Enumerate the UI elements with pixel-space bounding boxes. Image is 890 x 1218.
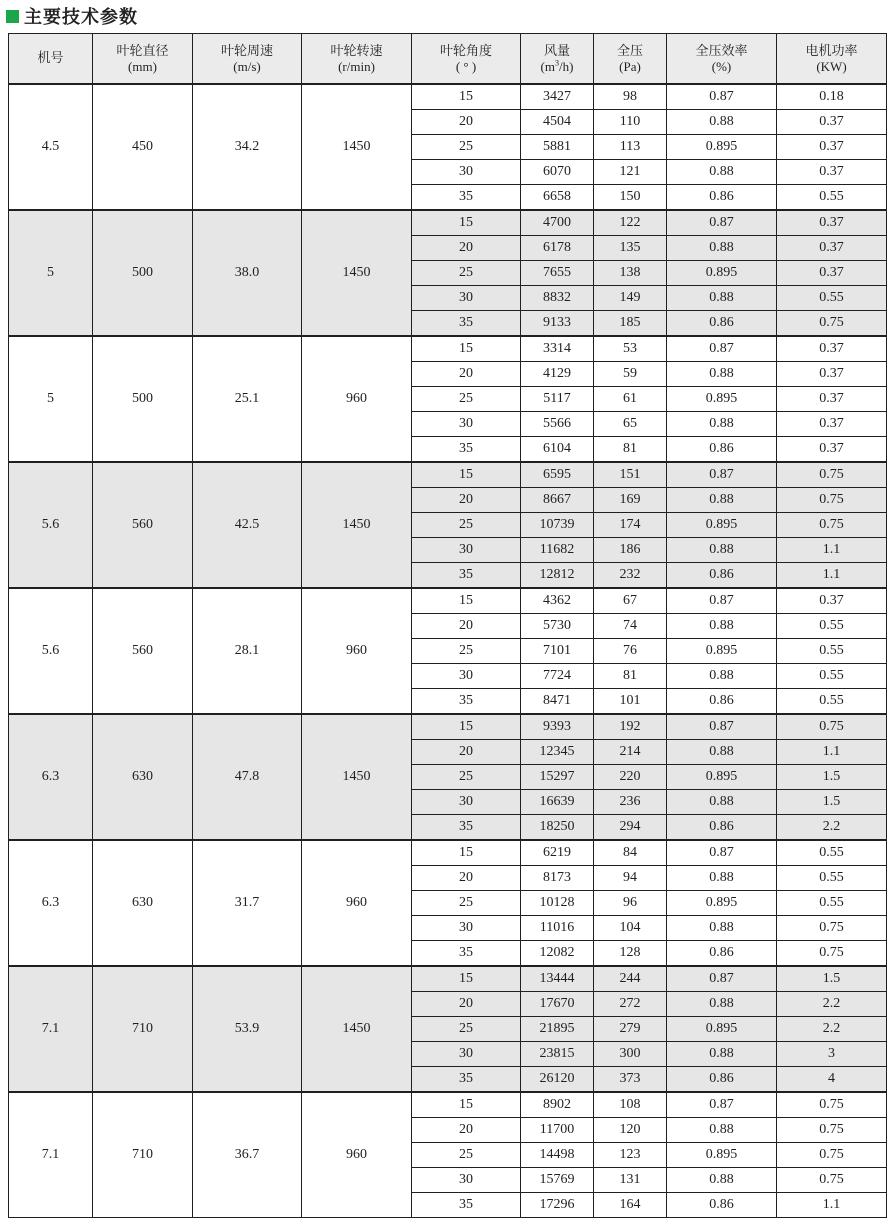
motor-power-cell: 0.75 [777,311,887,337]
total-pressure-cell: 220 [594,765,667,790]
blade-angle-cell: 30 [412,412,521,437]
motor-power-cell: 0.37 [777,387,887,412]
motor-power-cell: 2.2 [777,815,887,841]
header-tip-speed: 叶轮周速 (m/s) [193,34,302,85]
motor-power-cell: 0.75 [777,714,887,740]
table-row [9,588,887,614]
air-flow-cell: 4700 [521,210,594,236]
air-flow-cell: 12812 [521,563,594,589]
motor-power-cell: 0.75 [777,1092,887,1118]
efficiency-cell: 0.86 [667,563,777,589]
blade-angle-cell: 35 [412,941,521,967]
blade-angle-cell: 30 [412,286,521,311]
motor-power-cell: 0.75 [777,1168,887,1193]
efficiency-cell: 0.88 [667,790,777,815]
air-flow-cell: 11700 [521,1118,594,1143]
impeller-diameter-cell: 630 [93,840,193,966]
motor-power-cell: 1.5 [777,790,887,815]
total-pressure-cell: 110 [594,110,667,135]
motor-power-cell: 0.37 [777,110,887,135]
blade-angle-cell: 25 [412,513,521,538]
air-flow-cell: 6178 [521,236,594,261]
total-pressure-cell: 272 [594,992,667,1017]
blade-angle-cell: 25 [412,639,521,664]
air-flow-cell: 8173 [521,866,594,891]
air-flow-cell: 13444 [521,966,594,992]
efficiency-cell: 0.88 [667,412,777,437]
total-pressure-cell: 104 [594,916,667,941]
blade-angle-cell: 20 [412,866,521,891]
total-pressure-cell: 138 [594,261,667,286]
header-rotation-speed: 叶轮转速 (r/min) [302,34,412,85]
table-row [9,462,887,488]
motor-power-cell: 2.2 [777,992,887,1017]
efficiency-cell: 0.88 [667,614,777,639]
air-flow-cell: 8902 [521,1092,594,1118]
motor-power-cell: 0.55 [777,286,887,311]
total-pressure-cell: 300 [594,1042,667,1067]
efficiency-cell: 0.88 [667,1168,777,1193]
machine-no-cell: 6.3 [9,714,93,840]
motor-power-cell: 0.37 [777,261,887,286]
rotation-speed-cell: 1450 [302,462,412,588]
machine-no-cell: 5.6 [9,588,93,714]
blade-angle-cell: 30 [412,790,521,815]
air-flow-cell: 5566 [521,412,594,437]
machine-no-cell: 4.5 [9,84,93,210]
blade-angle-cell: 35 [412,563,521,589]
blade-angle-cell: 20 [412,740,521,765]
efficiency-cell: 0.86 [667,1193,777,1218]
air-flow-cell: 7655 [521,261,594,286]
efficiency-cell: 0.88 [667,160,777,185]
air-flow-cell: 26120 [521,1067,594,1093]
impeller-diameter-cell: 450 [93,84,193,210]
air-flow-cell: 10128 [521,891,594,916]
total-pressure-cell: 169 [594,488,667,513]
blade-angle-cell: 20 [412,992,521,1017]
fan-model-group [9,966,887,1092]
impeller-diameter-cell: 710 [93,966,193,1092]
impeller-diameter-cell: 560 [93,462,193,588]
total-pressure-cell: 61 [594,387,667,412]
header-machine-no: 机号 [9,34,93,85]
efficiency-cell: 0.895 [667,261,777,286]
efficiency-cell: 0.895 [667,765,777,790]
rotation-speed-cell: 1450 [302,966,412,1092]
total-pressure-cell: 279 [594,1017,667,1042]
air-flow-cell: 6104 [521,437,594,463]
total-pressure-cell: 108 [594,1092,667,1118]
efficiency-cell: 0.87 [667,336,777,362]
motor-power-cell: 0.55 [777,689,887,715]
table-row [9,336,887,362]
air-flow-cell: 8471 [521,689,594,715]
impeller-diameter-cell: 500 [93,210,193,336]
blade-angle-cell: 35 [412,437,521,463]
total-pressure-cell: 96 [594,891,667,916]
total-pressure-cell: 67 [594,588,667,614]
efficiency-cell: 0.895 [667,135,777,160]
blade-angle-cell: 15 [412,588,521,614]
total-pressure-cell: 232 [594,563,667,589]
motor-power-cell: 0.55 [777,185,887,211]
blade-angle-cell: 20 [412,488,521,513]
rotation-speed-cell: 960 [302,588,412,714]
table-row [9,210,887,236]
efficiency-cell: 0.88 [667,740,777,765]
total-pressure-cell: 185 [594,311,667,337]
motor-power-cell: 0.75 [777,1118,887,1143]
blade-angle-cell: 30 [412,664,521,689]
air-flow-cell: 5730 [521,614,594,639]
machine-no-cell: 5 [9,210,93,336]
total-pressure-cell: 113 [594,135,667,160]
efficiency-cell: 0.88 [667,1118,777,1143]
motor-power-cell: 0.75 [777,513,887,538]
total-pressure-cell: 236 [594,790,667,815]
fan-model-group [9,336,887,462]
tip-speed-cell: 38.0 [193,210,302,336]
impeller-diameter-cell: 630 [93,714,193,840]
total-pressure-cell: 122 [594,210,667,236]
table-row [9,84,887,110]
efficiency-cell: 0.86 [667,1067,777,1093]
air-flow-cell: 18250 [521,815,594,841]
motor-power-cell: 0.37 [777,588,887,614]
total-pressure-cell: 174 [594,513,667,538]
blade-angle-cell: 15 [412,714,521,740]
motor-power-cell: 0.75 [777,488,887,513]
blade-angle-cell: 35 [412,311,521,337]
efficiency-cell: 0.895 [667,1143,777,1168]
efficiency-cell: 0.895 [667,1017,777,1042]
motor-power-cell: 0.55 [777,866,887,891]
total-pressure-cell: 76 [594,639,667,664]
efficiency-cell: 0.87 [667,210,777,236]
blade-angle-cell: 35 [412,689,521,715]
blade-angle-cell: 20 [412,1118,521,1143]
blade-angle-cell: 15 [412,336,521,362]
fan-model-group [9,588,887,714]
rotation-speed-cell: 960 [302,1092,412,1218]
blade-angle-cell: 30 [412,1042,521,1067]
air-flow-cell: 6658 [521,185,594,211]
motor-power-cell: 0.37 [777,412,887,437]
total-pressure-cell: 151 [594,462,667,488]
total-pressure-cell: 150 [594,185,667,211]
impeller-diameter-cell: 560 [93,588,193,714]
machine-no-cell: 5 [9,336,93,462]
header-impeller-diameter: 叶轮直径 (mm) [93,34,193,85]
machine-no-cell: 7.1 [9,966,93,1092]
total-pressure-cell: 123 [594,1143,667,1168]
blade-angle-cell: 30 [412,1168,521,1193]
blade-angle-cell: 20 [412,362,521,387]
efficiency-cell: 0.87 [667,840,777,866]
air-flow-cell: 7724 [521,664,594,689]
fan-model-group [9,840,887,966]
total-pressure-cell: 149 [594,286,667,311]
total-pressure-cell: 74 [594,614,667,639]
technical-parameters-table [8,33,887,1218]
efficiency-cell: 0.88 [667,362,777,387]
motor-power-cell: 0.55 [777,664,887,689]
motor-power-cell: 0.75 [777,941,887,967]
total-pressure-cell: 65 [594,412,667,437]
total-pressure-cell: 81 [594,437,667,463]
header-efficiency: 全压效率 (%) [667,34,777,85]
blade-angle-cell: 15 [412,966,521,992]
tip-speed-cell: 36.7 [193,1092,302,1218]
blade-angle-cell: 25 [412,261,521,286]
header-air-flow: 风量 $(m^3/h)$ [521,34,594,85]
air-flow-cell: 16639 [521,790,594,815]
blade-angle-cell: 30 [412,160,521,185]
air-flow-cell: 8832 [521,286,594,311]
air-flow-cell: 11016 [521,916,594,941]
total-pressure-cell: 81 [594,664,667,689]
machine-no-cell: 5.6 [9,462,93,588]
tip-speed-cell: 34.2 [193,84,302,210]
blade-angle-cell: 25 [412,765,521,790]
efficiency-cell: 0.87 [667,588,777,614]
air-flow-cell: 9393 [521,714,594,740]
section-title-text: 主要技术参数 [24,7,138,28]
blade-angle-cell: 30 [412,916,521,941]
motor-power-cell: 0.37 [777,336,887,362]
air-flow-cell: 14498 [521,1143,594,1168]
motor-power-cell: 0.37 [777,135,887,160]
motor-power-cell: 0.75 [777,916,887,941]
table-row [9,714,887,740]
fan-model-group [9,1092,887,1218]
efficiency-cell: 0.86 [667,689,777,715]
impeller-diameter-cell: 500 [93,336,193,462]
motor-power-cell: 1.5 [777,966,887,992]
tip-speed-cell: 31.7 [193,840,302,966]
header-total-pressure: 全压 (Pa) [594,34,667,85]
machine-no-cell: 7.1 [9,1092,93,1218]
blade-angle-cell: 35 [412,185,521,211]
rotation-speed-cell: 960 [302,840,412,966]
efficiency-cell: 0.88 [667,110,777,135]
blade-angle-cell: 15 [412,1092,521,1118]
motor-power-cell: 0.37 [777,236,887,261]
air-flow-cell: 17670 [521,992,594,1017]
header-motor-power: 电机功率 (KW) [777,34,887,85]
air-flow-cell: 17296 [521,1193,594,1218]
table-row [9,966,887,992]
blade-angle-cell: 35 [412,1067,521,1093]
motor-power-cell: 1.1 [777,740,887,765]
rotation-speed-cell: 1450 [302,714,412,840]
blade-angle-cell: 35 [412,815,521,841]
motor-power-cell: 0.55 [777,639,887,664]
efficiency-cell: 0.87 [667,84,777,110]
air-flow-cell: 6219 [521,840,594,866]
section-title [6,4,138,28]
efficiency-cell: 0.88 [667,992,777,1017]
air-flow-cell: 11682 [521,538,594,563]
total-pressure-cell: 84 [594,840,667,866]
air-flow-cell: 9133 [521,311,594,337]
fan-model-group [9,714,887,840]
table-row [9,1092,887,1118]
air-flow-cell: 3427 [521,84,594,110]
motor-power-cell: 1.1 [777,538,887,563]
air-flow-cell: 15297 [521,765,594,790]
total-pressure-cell: 294 [594,815,667,841]
blade-angle-cell: 25 [412,135,521,160]
blade-angle-cell: 25 [412,891,521,916]
blade-angle-cell: 15 [412,840,521,866]
green-square-icon [6,10,19,23]
efficiency-cell: 0.895 [667,513,777,538]
air-flow-cell: 23815 [521,1042,594,1067]
blade-angle-cell: 25 [412,387,521,412]
air-flow-cell: 12082 [521,941,594,967]
motor-power-cell: 1.1 [777,563,887,589]
blade-angle-cell: 30 [412,538,521,563]
efficiency-cell: 0.87 [667,966,777,992]
efficiency-cell: 0.87 [667,462,777,488]
blade-angle-cell: 25 [412,1143,521,1168]
efficiency-cell: 0.86 [667,941,777,967]
fan-model-group [9,462,887,588]
blade-angle-cell: 20 [412,614,521,639]
motor-power-cell: 0.75 [777,462,887,488]
efficiency-cell: 0.88 [667,236,777,261]
blade-angle-cell: 15 [412,84,521,110]
total-pressure-cell: 164 [594,1193,667,1218]
header-blade-angle: 叶轮角度 ( ° ) [412,34,521,85]
rotation-speed-cell: 960 [302,336,412,462]
total-pressure-cell: 186 [594,538,667,563]
air-flow-cell: 4129 [521,362,594,387]
motor-power-cell: 0.75 [777,1143,887,1168]
fan-model-group [9,84,887,210]
total-pressure-cell: 192 [594,714,667,740]
total-pressure-cell: 101 [594,689,667,715]
air-flow-cell: 4362 [521,588,594,614]
efficiency-cell: 0.895 [667,891,777,916]
tip-speed-cell: 42.5 [193,462,302,588]
efficiency-cell: 0.88 [667,664,777,689]
motor-power-cell: 2.2 [777,1017,887,1042]
blade-angle-cell: 15 [412,462,521,488]
total-pressure-cell: 121 [594,160,667,185]
air-flow-cell: 8667 [521,488,594,513]
table-header-row [9,34,887,85]
total-pressure-cell: 214 [594,740,667,765]
efficiency-cell: 0.86 [667,311,777,337]
motor-power-cell: 0.37 [777,160,887,185]
motor-power-cell: 3 [777,1042,887,1067]
tip-speed-cell: 47.8 [193,714,302,840]
motor-power-cell: 0.55 [777,840,887,866]
table-row [9,840,887,866]
efficiency-cell: 0.88 [667,916,777,941]
blade-angle-cell: 20 [412,236,521,261]
motor-power-cell: 1.5 [777,765,887,790]
air-flow-cell: 7101 [521,639,594,664]
total-pressure-cell: 120 [594,1118,667,1143]
blade-angle-cell: 15 [412,210,521,236]
air-flow-cell: 6070 [521,160,594,185]
total-pressure-cell: 59 [594,362,667,387]
rotation-speed-cell: 1450 [302,84,412,210]
tip-speed-cell: 28.1 [193,588,302,714]
air-flow-cell: 5881 [521,135,594,160]
efficiency-cell: 0.86 [667,815,777,841]
air-flow-cell: 3314 [521,336,594,362]
tip-speed-cell: 25.1 [193,336,302,462]
total-pressure-cell: 244 [594,966,667,992]
air-flow-cell: 5117 [521,387,594,412]
efficiency-cell: 0.86 [667,185,777,211]
air-flow-cell: 21895 [521,1017,594,1042]
motor-power-cell: 1.1 [777,1193,887,1218]
total-pressure-cell: 373 [594,1067,667,1093]
blade-angle-cell: 25 [412,1017,521,1042]
motor-power-cell: 0.18 [777,84,887,110]
efficiency-cell: 0.88 [667,1042,777,1067]
air-flow-cell: 10739 [521,513,594,538]
total-pressure-cell: 128 [594,941,667,967]
efficiency-cell: 0.88 [667,488,777,513]
motor-power-cell: 4 [777,1067,887,1093]
air-flow-cell: 12345 [521,740,594,765]
motor-power-cell: 0.55 [777,891,887,916]
total-pressure-cell: 131 [594,1168,667,1193]
air-flow-cell: 6595 [521,462,594,488]
motor-power-cell: 0.37 [777,437,887,463]
fan-model-group [9,210,887,336]
machine-no-cell: 6.3 [9,840,93,966]
motor-power-cell: 0.37 [777,210,887,236]
blade-angle-cell: 20 [412,110,521,135]
efficiency-cell: 0.86 [667,437,777,463]
efficiency-cell: 0.87 [667,714,777,740]
impeller-diameter-cell: 710 [93,1092,193,1218]
efficiency-cell: 0.895 [667,639,777,664]
blade-angle-cell: 35 [412,1193,521,1218]
motor-power-cell: 0.55 [777,614,887,639]
air-flow-cell: 4504 [521,110,594,135]
total-pressure-cell: 135 [594,236,667,261]
total-pressure-cell: 98 [594,84,667,110]
motor-power-cell: 0.37 [777,362,887,387]
total-pressure-cell: 53 [594,336,667,362]
air-flow-cell: 15769 [521,1168,594,1193]
efficiency-cell: 0.895 [667,387,777,412]
efficiency-cell: 0.88 [667,538,777,563]
efficiency-cell: 0.88 [667,286,777,311]
total-pressure-cell: 94 [594,866,667,891]
tip-speed-cell: 53.9 [193,966,302,1092]
rotation-speed-cell: 1450 [302,210,412,336]
efficiency-cell: 0.88 [667,866,777,891]
efficiency-cell: 0.87 [667,1092,777,1118]
